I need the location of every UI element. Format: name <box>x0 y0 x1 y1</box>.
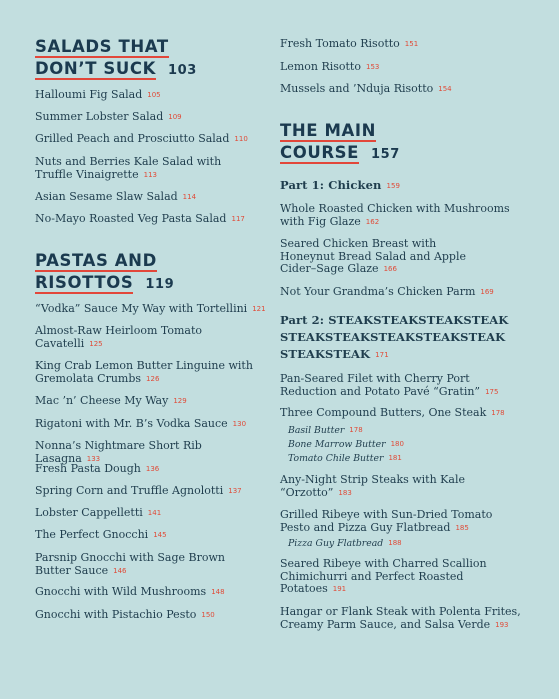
toc-entry <box>35 485 242 498</box>
entry-title-line: “Vodka” Sauce My Way with Tortellini <box>35 302 248 315</box>
toc-entry <box>280 61 379 74</box>
page-number: 169 <box>480 288 494 296</box>
entry-title-line: Butter Sauce <box>35 563 109 577</box>
section-title-line: DON’T SUCK <box>35 59 156 78</box>
toc-subentry <box>288 452 402 466</box>
entry-title-line: Part 1: Chicken <box>280 178 382 192</box>
toc-entry <box>35 89 161 102</box>
entry-title-line: “Orzotto” <box>280 485 334 499</box>
entry-title-line: Pizza Guy Flatbread <box>288 538 384 549</box>
page-number: 181 <box>388 454 402 462</box>
toc-entry <box>280 203 510 228</box>
entry-title-line: Asian Sesame Slaw Salad <box>35 190 178 203</box>
page-number: 151 <box>404 40 419 48</box>
toc-entry <box>35 156 221 181</box>
entry-title-line: Pesto and Pizza Guy Flatbread <box>280 520 451 534</box>
toc-entry <box>280 474 465 499</box>
entry-title-line: Basil Butter <box>288 425 345 436</box>
page-number: 178 <box>491 409 505 417</box>
entry-title-line: Not Your Grandma’s Chicken Parm <box>280 285 476 298</box>
page-number: 183 <box>338 488 352 497</box>
toc-entry <box>35 360 253 385</box>
entry-title-line: Grilled Peach and Prosciutto Salad <box>35 132 230 145</box>
toc-entry <box>280 509 492 534</box>
page-number: 166 <box>383 265 397 273</box>
section-title-line: SALADS THAT <box>35 37 169 56</box>
toc-subentry <box>288 424 363 438</box>
entry-title-line: Seared Chicken Breast with <box>280 237 437 250</box>
entry-title-line: Parsnip Gnocchi with Sage Brown <box>35 551 225 564</box>
entry-title-line: Mussels and ’Nduja Risotto <box>280 82 434 95</box>
page-number: 110 <box>234 135 248 143</box>
page-number: 136 <box>145 465 160 473</box>
entry-title-line: Pan-Seared Filet with Cherry Port <box>280 372 470 385</box>
toc-entry <box>35 111 182 124</box>
page-number: 185 <box>455 523 469 532</box>
page-number: 162 <box>365 217 380 226</box>
entry-title-line: STEAKSTEAKSTEAKSTEAKSTEAK <box>280 330 506 344</box>
entry-title-line: Bone Marrow Butter <box>288 439 386 450</box>
entry-title-line: Halloumi Fig Salad <box>35 88 143 101</box>
toc-entry <box>280 606 521 631</box>
entry-title-line: STEAKSTEAK <box>280 347 371 361</box>
toc-entry <box>35 213 245 226</box>
entry-title-line: Nonna’s Nightmare Short Rib Lasagna <box>35 439 202 465</box>
toc-entry <box>35 325 202 350</box>
toc-subentry <box>288 438 404 452</box>
page-number: 113 <box>143 170 157 179</box>
page-number: 191 <box>332 585 347 593</box>
toc-entry <box>35 418 246 431</box>
entry-title-line: Part 2: STEAKSTEAKSTEAKSTEAK <box>280 313 509 327</box>
part-heading-chicken <box>280 177 400 195</box>
page-number: 137 <box>228 487 242 495</box>
page-number: 150 <box>201 611 215 619</box>
toc-entry <box>35 395 187 408</box>
entry-title-line: Potatoes <box>280 582 328 595</box>
entry-title-line: Hangar or Flank Steak with Polenta Frites, <box>280 605 521 618</box>
toc-entry <box>35 191 196 204</box>
part-heading-steak <box>280 312 508 364</box>
section-page-number: 157 <box>371 147 400 162</box>
section-title-line: COURSE <box>280 143 359 162</box>
section-heading-pastas <box>35 250 174 296</box>
page-number: 114 <box>182 193 197 201</box>
entry-title-line: Almost-Raw Heirloom Tomato <box>35 324 203 337</box>
toc-entry <box>280 238 466 276</box>
entry-title-line: The Perfect Gnocchi <box>35 528 149 541</box>
toc-entry <box>35 133 248 146</box>
page-number: 193 <box>495 620 509 629</box>
page-number: 153 <box>365 63 380 71</box>
page-number: 133 <box>86 454 101 463</box>
entry-title-line: King Crab Lemon Butter Linguine with <box>35 359 253 372</box>
page-number: 188 <box>388 539 402 547</box>
entry-title-line: Summer Lobster Salad <box>35 110 164 123</box>
toc-entry <box>35 552 225 577</box>
entry-title-line: Lemon Risotto <box>280 60 361 73</box>
section-title-line: PASTAS AND <box>35 251 157 270</box>
page-number: 159 <box>386 182 401 190</box>
page-number: 145 <box>153 531 167 539</box>
page-number: 126 <box>146 374 160 383</box>
toc-entry <box>280 286 494 299</box>
section-page-number: 103 <box>167 63 197 78</box>
toc-subentry <box>288 537 402 551</box>
entry-title-line: Cavatelli <box>35 336 85 350</box>
entry-title-line: Reduction and Potato Pavé “Gratin” <box>280 384 481 398</box>
entry-title-line: Lobster Cappelletti <box>35 506 143 519</box>
toc-entry <box>280 38 418 51</box>
entry-title-line: Any-Night Strip Steaks with Kale <box>280 473 465 486</box>
entry-title-line: Cider–Sage Glaze <box>280 262 379 275</box>
entry-title-line: Creamy Parm Sauce, and Salsa Verde <box>280 617 491 631</box>
entry-title-line: Chimichurri and Perfect Roasted <box>280 569 464 583</box>
entry-title-line: Gnocchi with Pistachio Pesto <box>35 608 197 621</box>
page-number: 146 <box>113 566 127 575</box>
page-number: 154 <box>438 85 452 93</box>
section-title-line: RISOTTOS <box>35 273 134 292</box>
section-title-line: THE MAIN <box>280 121 377 140</box>
section-heading-salads <box>35 36 197 82</box>
page-number: 175 <box>485 387 499 396</box>
page-number: 125 <box>89 339 103 348</box>
entry-title-line: Seared Ribeye with Charred Scallion <box>280 557 487 570</box>
toc-entry <box>35 507 161 520</box>
entry-title-line: Whole Roasted Chicken with Mushrooms <box>280 202 510 215</box>
toc-entry <box>280 558 487 596</box>
toc-entry <box>280 407 505 420</box>
entry-title-line: Three Compound Butters, One Steak <box>280 406 487 419</box>
page-number: 178 <box>349 426 363 434</box>
page-number: 180 <box>390 440 404 448</box>
page-number: 141 <box>147 509 162 517</box>
toc-entry <box>35 609 215 622</box>
toc-entry <box>35 303 266 316</box>
page-number: 121 <box>252 305 266 313</box>
page-number: 130 <box>232 420 247 428</box>
entry-title-line: Tomato Chile Butter <box>288 453 384 464</box>
page-number: 105 <box>147 91 161 99</box>
entry-title-line: Honeynut Bread Salad and Apple <box>280 249 467 263</box>
entry-title-line: Nuts and Berries Kale Salad with <box>35 155 222 168</box>
entry-title-line: with Fig Glaze <box>280 214 361 228</box>
entry-title-line: Mac ’n’ Cheese My Way <box>35 394 169 407</box>
section-heading-main-course <box>280 120 400 166</box>
toc-entry <box>280 83 452 96</box>
entry-title-line: Grilled Ribeye with Sun-Dried Tomato <box>280 508 493 521</box>
toc-entry <box>35 586 225 599</box>
toc-entry <box>35 529 167 542</box>
page-number: 148 <box>211 588 225 596</box>
page-number: 171 <box>375 351 389 359</box>
entry-title-line: Gremolata Crumbs <box>35 371 142 385</box>
entry-title-line: Fresh Pasta Dough <box>35 462 141 475</box>
entry-title-line: Rigatoni with Mr. B’s Vodka Sauce <box>35 417 228 430</box>
entry-title-line: Fresh Tomato Risotto <box>280 37 400 50</box>
page-number: 117 <box>231 215 245 223</box>
entry-title-line: Gnocchi with Wild Mushrooms <box>35 585 207 598</box>
entry-title-line: Spring Corn and Truffle Agnolotti <box>35 484 224 497</box>
page-number: 129 <box>173 397 187 405</box>
entry-title-line: No-Mayo Roasted Veg Pasta Salad <box>35 212 227 225</box>
page-number: 109 <box>168 113 182 121</box>
toc-entry <box>35 463 159 476</box>
toc-entry <box>280 373 498 398</box>
section-page-number: 119 <box>145 277 175 292</box>
entry-title-line: Truffle Vinaigrette <box>35 167 139 181</box>
